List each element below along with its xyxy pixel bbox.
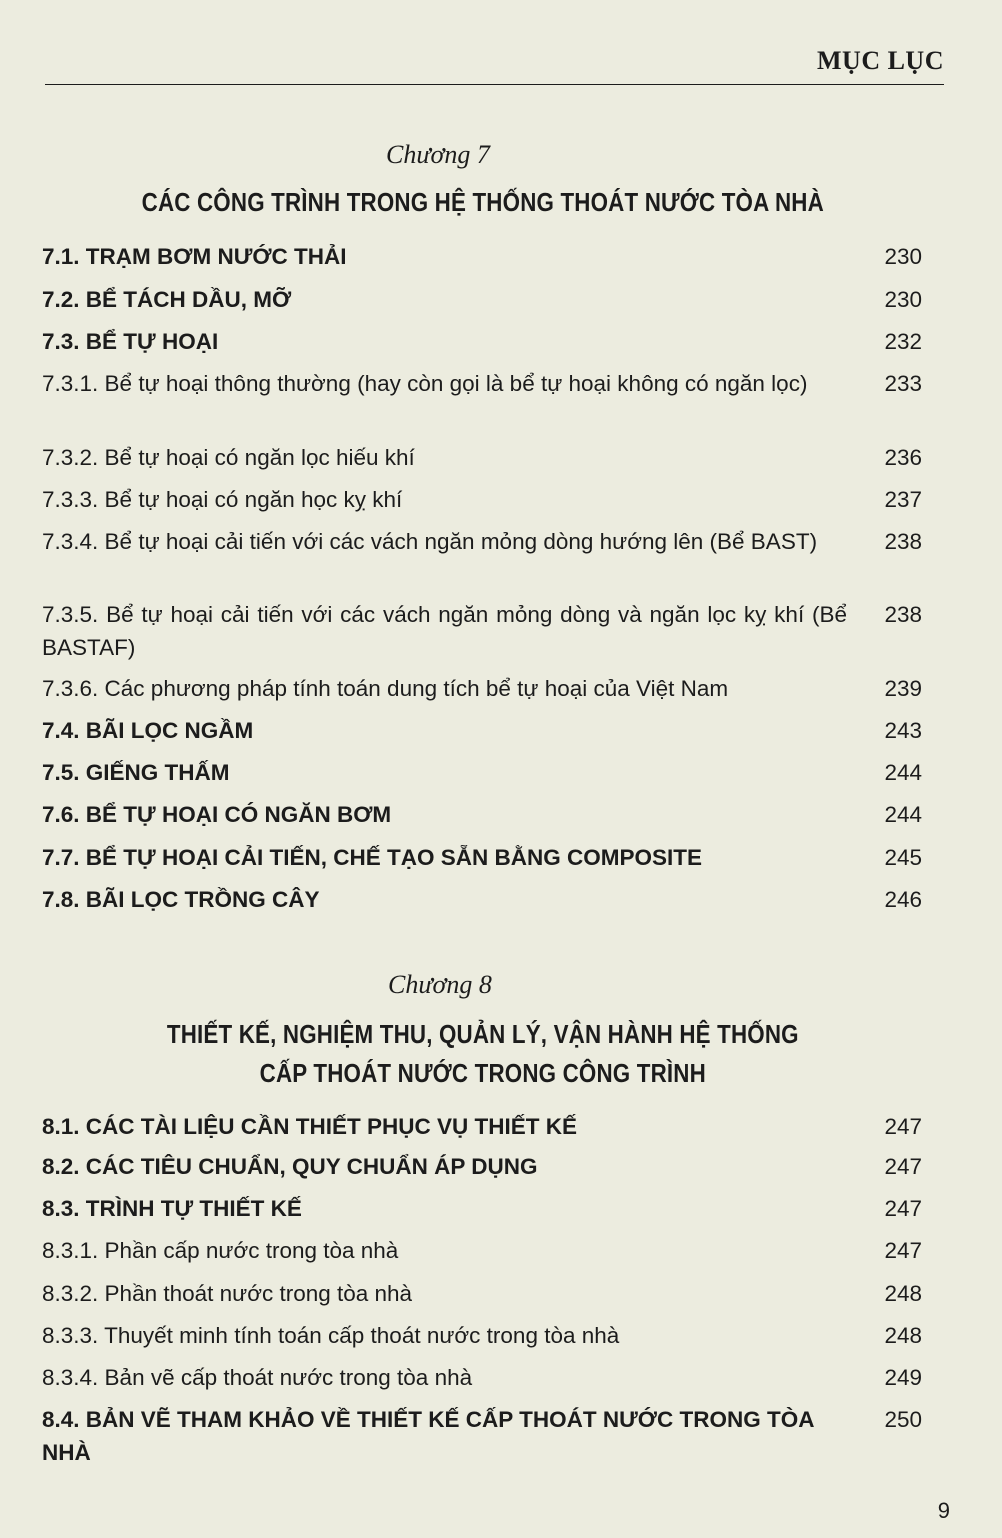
header-rule [45, 84, 944, 85]
toc-entry-page: 238 [884, 602, 922, 627]
toc-entry [42, 240, 922, 273]
toc-entry-page: 248 [884, 1323, 922, 1348]
toc-entry [42, 1403, 922, 1469]
toc-entry [42, 1234, 922, 1267]
chapter-8-title-line-2: CẤP THOÁT NƯỚC TRONG CÔNG TRÌNH [259, 1058, 706, 1088]
toc-entry [42, 283, 922, 316]
toc-entry-title: 7.3.3. Bể tự hoại có ngăn học kỵ khí [42, 487, 403, 512]
toc-entry [42, 1110, 922, 1143]
toc-entry-title: 7.8. BÃI LỌC TRỒNG CÂY [42, 887, 320, 912]
toc-entry-title: 7.4. BÃI LỌC NGẦM [42, 718, 254, 743]
toc-entry [42, 883, 922, 916]
toc-entry-title: 7.1. TRẠM BƠM NƯỚC THẢI [42, 244, 347, 269]
toc-entry-page: 244 [884, 760, 922, 785]
toc-entry [42, 1192, 922, 1225]
toc-entry [42, 798, 922, 831]
running-head: MỤC LỤC [817, 46, 944, 75]
toc-entry-page: 243 [884, 718, 922, 743]
toc-entry-title: 8.3. TRÌNH TỰ THIẾT KẾ [42, 1196, 302, 1221]
toc-entry-page: 233 [884, 371, 922, 396]
toc-entry [42, 1150, 922, 1183]
toc-entry-title: 7.3.2. Bể tự hoại có ngăn lọc hiếu khí [42, 445, 415, 470]
toc-entry-page: 230 [884, 287, 922, 312]
toc-entry [42, 367, 922, 400]
toc-entry-title: 8.4. BẢN VẼ THAM KHẢO VỀ THIẾT KẾ CẤP THOÁT NƯỚC TRONG TÒA NHÀ [42, 1407, 814, 1465]
toc-entry [42, 841, 922, 874]
page-number: 9 [937, 1498, 950, 1523]
toc-entry-title: 8.3.4. Bản vẽ cấp thoát nước trong tòa nhà [42, 1365, 473, 1390]
toc-entry-page: 247 [884, 1238, 922, 1263]
toc-entry-page: 238 [884, 529, 922, 554]
toc-entry-page: 245 [884, 845, 922, 870]
toc-entry [42, 756, 922, 789]
toc-entry [42, 483, 922, 516]
toc-entry [42, 325, 922, 358]
toc-entry [42, 714, 922, 747]
toc-entry-page: 249 [884, 1365, 922, 1390]
toc-entry-title: 7.7. BỂ TỰ HOẠI CẢI TIẾN, CHẾ TẠO SẴN BẰNG COMPOSITE [42, 845, 702, 870]
toc-entry-title: 7.3.1. Bể tự hoại thông thường (hay còn gọi là bể tự hoại không có ngăn lọc) [42, 371, 808, 396]
toc-entry-title: 7.3.4. Bể tự hoại cải tiến với các vách ngăn mỏng dòng hướng lên (Bể BAST) [42, 529, 818, 554]
toc-entry-page: 247 [884, 1114, 922, 1139]
toc-entry-page: 232 [884, 329, 922, 354]
toc-entry-page: 236 [884, 445, 922, 470]
toc-entry-title: 7.3.5. Bể tự hoại cải tiến với các vách ngăn mỏng dòng và ngăn lọc kỵ khí (Bể BASTAF) [42, 602, 847, 660]
toc-entry-title: 8.3.1. Phần cấp nước trong tòa nhà [42, 1238, 399, 1263]
toc-entry [42, 598, 922, 664]
toc-entry [42, 525, 922, 558]
toc-entry-page: 247 [884, 1154, 922, 1179]
chapter-8-title-line-1: THIẾT KẾ, NGHIỆM THU, QUẢN LÝ, VẬN HÀNH HỆ THỐNG [166, 1019, 799, 1049]
toc-entry-title: 7.3. BỂ TỰ HOẠI [42, 329, 219, 354]
toc-entry-page: 244 [884, 802, 922, 827]
toc-entry [42, 1277, 922, 1310]
toc-entry-title: 7.6. BỂ TỰ HOẠI CÓ NGĂN BƠM [42, 802, 392, 827]
chapter-7-label: Chương 7 [386, 140, 490, 169]
toc-entry-page: 248 [884, 1281, 922, 1306]
toc-entry-title: 8.3.3. Thuyết minh tính toán cấp thoát nước trong tòa nhà [42, 1323, 620, 1348]
toc-entry-title: 8.3.2. Phần thoát nước trong tòa nhà [42, 1281, 413, 1306]
chapter-8-label: Chương 8 [388, 970, 492, 999]
toc-entry [42, 1319, 922, 1352]
toc-entry-page: 247 [884, 1196, 922, 1221]
chapter-7-title: CÁC CÔNG TRÌNH TRONG HỆ THỐNG THOÁT NƯỚC TÒA NHÀ [141, 187, 824, 217]
toc-entry [42, 441, 922, 474]
toc-entry-title: 7.3.6. Các phương pháp tính toán dung tích bể tự hoại của Việt Nam [42, 676, 729, 701]
toc-entry-title: 8.1. CÁC TÀI LIỆU CẦN THIẾT PHỤC VỤ THIẾT KẾ [42, 1114, 578, 1139]
toc-entry-title: 7.5. GIẾNG THẤM [42, 760, 230, 785]
toc-entry-page: 250 [884, 1407, 922, 1432]
toc-entry-title: 8.2. CÁC TIÊU CHUẨN, QUY CHUẨN ÁP DỤNG [42, 1154, 538, 1179]
toc-entry [42, 1361, 922, 1394]
toc-entry [42, 672, 922, 705]
toc-entry-page: 230 [884, 244, 922, 269]
toc-entry-title: 7.2. BỂ TÁCH DẦU, MỠ [42, 287, 292, 312]
toc-entry-page: 237 [884, 487, 922, 512]
toc-entry-page: 239 [884, 676, 922, 701]
toc-entry-page: 246 [884, 887, 922, 912]
